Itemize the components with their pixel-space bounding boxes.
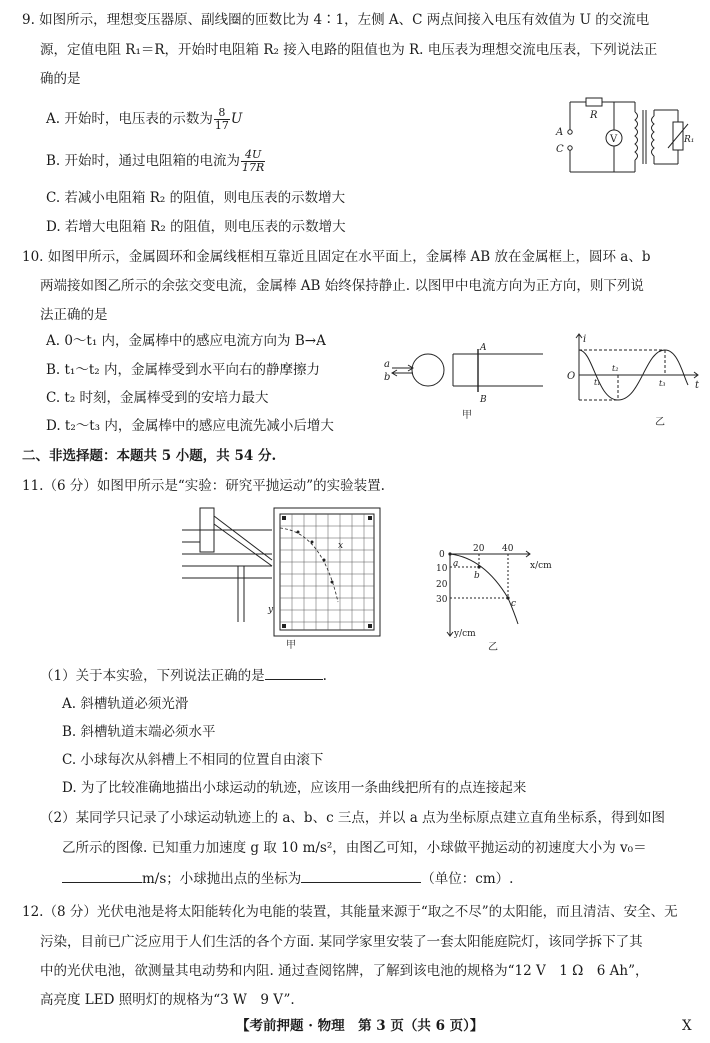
q11-option-d: D. 为了比较准确地描出小球运动的轨迹，应该用一条曲线把所有的点连接起来: [62, 780, 527, 796]
q11-projectile-apparatus-diagram: [172, 502, 402, 652]
q11-initial-speed-blank[interactable]: [62, 868, 142, 883]
q11-fig-caption-jia: 甲: [286, 640, 296, 651]
q10-option-c: C. t₂ 时刻，金属棒受到的安培力最大: [46, 390, 269, 406]
q10-line-1: 10. 如图甲所示，金属圆环和金属线框相互靠近且固定在水平面上，金属棒 AB 放在金属框上，圆环 a、b: [22, 249, 651, 265]
q11-graph-tick-x-40: 40: [502, 544, 514, 554]
q9-option-b: [46, 146, 266, 176]
q11-graph-tick-y-30: 30: [436, 595, 448, 605]
page-footer: 【考前押题 · 物理 第 3 页（共 6 页）】: [236, 1018, 484, 1034]
q11-part-2-line-3: [62, 868, 513, 889]
q9-line-1: 9. 如图所示，理想变压器原、副线圈的匝数比为 4∶1，左侧 A、C 两点间接入电压有效值为 U 的交流电: [22, 12, 650, 28]
q11-graph-tick-y-20: 20: [436, 580, 448, 590]
q10-fig-label-rod-a: A: [480, 343, 487, 353]
q11-graph-point-b: b: [474, 571, 480, 581]
q10-fig-label-a-terminal: a: [384, 359, 390, 370]
q10-ring-and-frame-diagram: [378, 340, 548, 420]
q11-graph-x-axis-label: x/cm: [530, 561, 552, 571]
q11-option-c: C. 小球每次从斜槽上不相同的位置自由滚下: [62, 752, 324, 768]
page-footer-mark: X: [682, 1018, 692, 1034]
q10-fig-caption-yi: 乙: [655, 417, 665, 428]
q11-graph-y-axis-label: y/cm: [454, 629, 476, 639]
q9-option-a-fraction: [214, 107, 230, 132]
q9-option-a-symbol: U: [230, 111, 243, 127]
q11-graph-tick-y-10: 10: [436, 564, 448, 574]
q9-line-2: 源，定值电阻 R₁＝R，开始时电阻箱 R₂ 接入电路的阻值也为 R. 电压表为理想交流电压表，下列说法正: [40, 42, 658, 58]
q10-graph-t3: t₃: [659, 379, 666, 388]
q11-trajectory-coordinate-graph: [422, 540, 582, 652]
q11-part-2-line-1: （2）某同学只记录了小球运动轨迹上的 a、b、c 三点，并以 a 点为坐标原点建立直角坐标系，得到如图: [40, 810, 666, 826]
fraction-denominator: 17: [214, 119, 229, 132]
q12-line-3: 中的光伏电池，欲测量其电动势和内阻. 通过查阅铭牌，了解到该电池的规格为“12 V 1 Ω 6 Ah”，: [40, 963, 649, 979]
q11-fig-caption-yi: 乙: [488, 642, 498, 653]
q9-fig-label-a: A: [556, 127, 564, 138]
q9-fig-label-v: V: [610, 134, 618, 145]
q10-graph-origin: O: [567, 371, 576, 382]
q11-part-1-text: （1）关于本实验，下列说法正确的是: [40, 668, 265, 684]
q12-line-4: 高亮度 LED 照明灯的规格为“3 W 9 V”.: [40, 992, 295, 1008]
q9-option-b-fraction: [241, 149, 265, 174]
fraction-numerator: 8: [214, 107, 230, 120]
fraction-numerator: 4U: [241, 149, 265, 162]
q11-part-2-line-3-text: m/s；小球抛出点的坐标为: [142, 871, 302, 887]
q11-launch-point-blank[interactable]: [301, 868, 421, 883]
q10-graph-t-label: t: [695, 380, 700, 391]
q11-part-2-line-2: 乙所示的图像. 已知重力加速度 g 取 10 m/s²，由图乙可知，小球做平抛运动的初速度大小为 v₀＝: [62, 840, 647, 856]
q10-cosine-current-graph: [563, 330, 703, 430]
q11-part-1-end: .: [322, 668, 327, 684]
q11-graph-origin: 0: [439, 550, 445, 560]
q11-graph-point-a: a: [453, 559, 459, 569]
q9-line-3: 确的是: [40, 71, 81, 87]
q10-graph-t1: t₁: [594, 378, 601, 387]
q9-transformer-circuit-diagram: [540, 92, 702, 192]
q11-part-1: [40, 665, 327, 686]
q9-option-a-text: A. 开始时，电压表的示数为: [46, 111, 213, 127]
q11-apparatus-x-label: x: [338, 541, 344, 551]
q11-graph-tick-x-20: 20: [473, 544, 485, 554]
q11-part-2-line-3-end: （单位：cm）.: [421, 871, 514, 887]
q10-fig-label-rod-b: B: [480, 395, 487, 405]
q9-option-b-text: B. 开始时，通过电阻箱的电流为: [46, 153, 241, 169]
q9-option-a: [46, 104, 242, 134]
q9-fig-label-c: C: [556, 144, 564, 155]
fraction-denominator: 17R: [242, 161, 265, 174]
q10-fig-label-b-terminal: b: [384, 372, 391, 383]
q11-option-a: A. 斜槽轨道必须光滑: [62, 696, 189, 712]
q9-option-d: D. 若增大电阻箱 R₂ 的阻值，则电压表的示数增大: [46, 219, 346, 235]
q11-graph-point-c: c: [511, 599, 517, 609]
q10-line-3: 法正确的是: [40, 307, 108, 323]
q12-line-2: 污染，目前已广泛应用于人们生活的各个方面. 某同学家里安装了一套太阳能庭院灯，该同学拆下了其: [40, 934, 643, 950]
section-2-heading: 二、非选择题：本题共 5 小题，共 54 分.: [22, 448, 277, 464]
q10-option-d: D. t₂～t₃ 内，金属棒中的感应电流先减小后增大: [46, 418, 334, 434]
q9-option-c: C. 若减小电阻箱 R₂ 的阻值，则电压表的示数增大: [46, 190, 346, 206]
q10-line-2: 两端接如图乙所示的余弦交变电流，金属棒 AB 始终保持静止. 以图甲中电流方向为正方向，则下列说: [40, 278, 644, 294]
q12-line-1: 12.（8 分）光伏电池是将太阳能转化为电能的装置，其能量来源于“取之不尽”的太阳能，而且清洁、安全、无: [22, 904, 678, 920]
q10-fig-caption-jia: 甲: [462, 410, 472, 421]
q9-fig-label-r1: R₁: [684, 135, 695, 145]
q10-graph-i-label: i: [583, 334, 587, 345]
q11-part-1-answer-blank[interactable]: [265, 665, 323, 680]
q10-graph-t2: t₂: [612, 364, 619, 373]
q9-fig-label-r: R: [590, 110, 598, 121]
q11-line-1: 11.（6 分）如图甲所示是“实验：研究平抛运动”的实验装置.: [22, 478, 385, 494]
q11-option-b: B. 斜槽轨道末端必须水平: [62, 724, 216, 740]
q11-apparatus-y-label: y: [268, 605, 274, 615]
q10-option-a: A. 0～t₁ 内，金属棒中的感应电流方向为 B→A: [46, 333, 326, 349]
q10-option-b: B. t₁～t₂ 内，金属棒受到水平向右的静摩擦力: [46, 362, 320, 378]
